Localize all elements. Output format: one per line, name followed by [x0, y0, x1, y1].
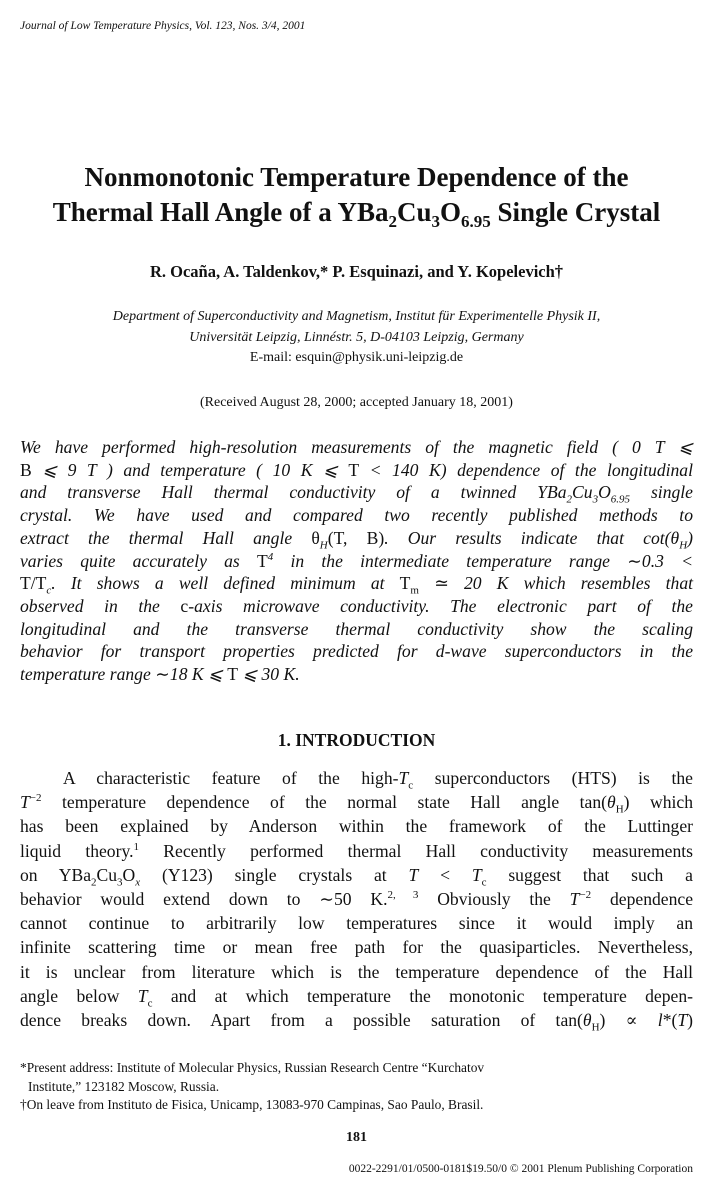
- body-line: on $YBa_2Cu_3O_x$ (Y123) single crystals at $T < T_c$ suggest that such a: [20, 864, 693, 889]
- author-list: R. Ocaña, A. Taldenkov,* P. Esquinazi, and Y. Kopelevich†: [149, 262, 564, 281]
- abstract-line: observed in the c-axis microwave conductivity. The electronic part of the: [20, 595, 693, 616]
- abstract-line: temperature range ∼18 K ⩽ T ⩽ 30 K.: [20, 664, 300, 685]
- author-email[interactable]: E-mail: esquin@physik.uni-leipzig.de: [249, 350, 464, 365]
- abstract-line: behavior for transport properties predicted for d-wave superconductors in the: [20, 641, 693, 662]
- introduction-text: [20, 766, 693, 1032]
- affiliation: [0, 307, 713, 369]
- abstract-line: varies quite accurately as $T^4$ in the intermediate temperature range ∼0.3 <: [20, 550, 693, 571]
- abstract-line: and transverse Hall thermal conductivity of a twinned $YBa_2Cu_3O_{6.95}$ single: [20, 482, 693, 506]
- footnote-on-leave: †On leave from Instituto de Fisica, Unicamp, 13083-970 Campinas, Sao Paulo, Brasil.: [20, 1097, 484, 1112]
- affiliation-line-1: Department of Superconductivity and Magnetism, Institut für Experimentelle Physik II,: [112, 309, 601, 324]
- page-number: 181: [346, 1130, 367, 1145]
- body-line: infinite scattering time or mean free path for the quasiparticles. Nevertheless,: [20, 937, 693, 958]
- body-line: A characteristic feature of the high-$T_c$ superconductors (HTS) is the: [63, 768, 693, 792]
- article-title: [0, 160, 713, 230]
- title-line-1: Nonmonotonic Temperature Dependence of the: [84, 162, 629, 192]
- abstract-line: longitudinal and the transverse thermal conductivity show the scaling: [20, 618, 693, 639]
- affiliation-line-2: Universität Leipzig, Linnéstr. 5, D-04103 Leipzig, Germany: [189, 329, 524, 345]
- copyright-line: 0022-2291/01/0500-0181$19.50/0 © 2001 Plenum Publishing Corporation: [348, 1163, 693, 1175]
- abstract-line: We have performed high-resolution measurements of the magnetic field ( 0 T ⩽: [20, 437, 693, 457]
- body-line: behavior would extend down to ∼50 K.$^{2, 3}$ Obviously the $T^{-2}$ dependence: [20, 889, 694, 910]
- footnotes: [20, 1059, 693, 1115]
- body-line: has been explained by Anderson within the framework of the Luttinger: [20, 816, 693, 837]
- abstract-line: B ⩽ 9 T ) and temperature ( 10 K ⩽ T < 140 K) dependence of the longitudinal: [20, 459, 693, 480]
- footnote-present-address-cont: Institute,” 123182 Moscow, Russia.: [28, 1078, 220, 1094]
- abstract-line: $T/T_c$. It shows a well defined minimum at $T_m$ ≃ 20 K which resembles that: [20, 573, 694, 597]
- body-line: liquid theory.$^1$ Recently performed thermal Hall conductivity measurements: [20, 840, 694, 861]
- received-dates: (Received August 28, 2000; accepted January 18, 2001): [200, 395, 513, 410]
- section-heading: 1. INTRODUCTION: [277, 730, 436, 750]
- abstract-line: crystal. We have used and compared two recently published methods to: [20, 505, 693, 526]
- body-line: dence breaks down. Apart from a possible saturation of $\tan(\theta_H) \propto l*(T)$: [20, 1010, 693, 1034]
- body-line: $T^{-2}$ temperature dependence of the normal state Hall angle $\tan(\theta_H)$ which: [20, 792, 693, 816]
- body-line: it is unclear from literature which is the temperature dependence of the Hall: [20, 961, 693, 982]
- abstract: [20, 436, 693, 686]
- body-line: cannot continue to arbitrarily low temperatures since it would imply an: [20, 913, 693, 934]
- body-line: angle below $T_c$ and at which temperature the monotonic temperature depen-: [20, 985, 693, 1010]
- footnote-present-address: *Present address: Institute of Molecular Physics, Russian Research Centre “Kurchatov: [20, 1060, 485, 1075]
- abstract-line: extract the thermal Hall angle $\theta_H(T$, B). Our results indicate that $\cot(\theta_H)$: [20, 527, 693, 552]
- running-head: Journal of Low Temperature Physics, Vol. 123, Nos. 3/4, 2001: [20, 20, 306, 32]
- title-line-2: Thermal Hall Angle of a $YBa_2Cu_3O_{6.95}$ Single Crystal: [52, 197, 661, 231]
